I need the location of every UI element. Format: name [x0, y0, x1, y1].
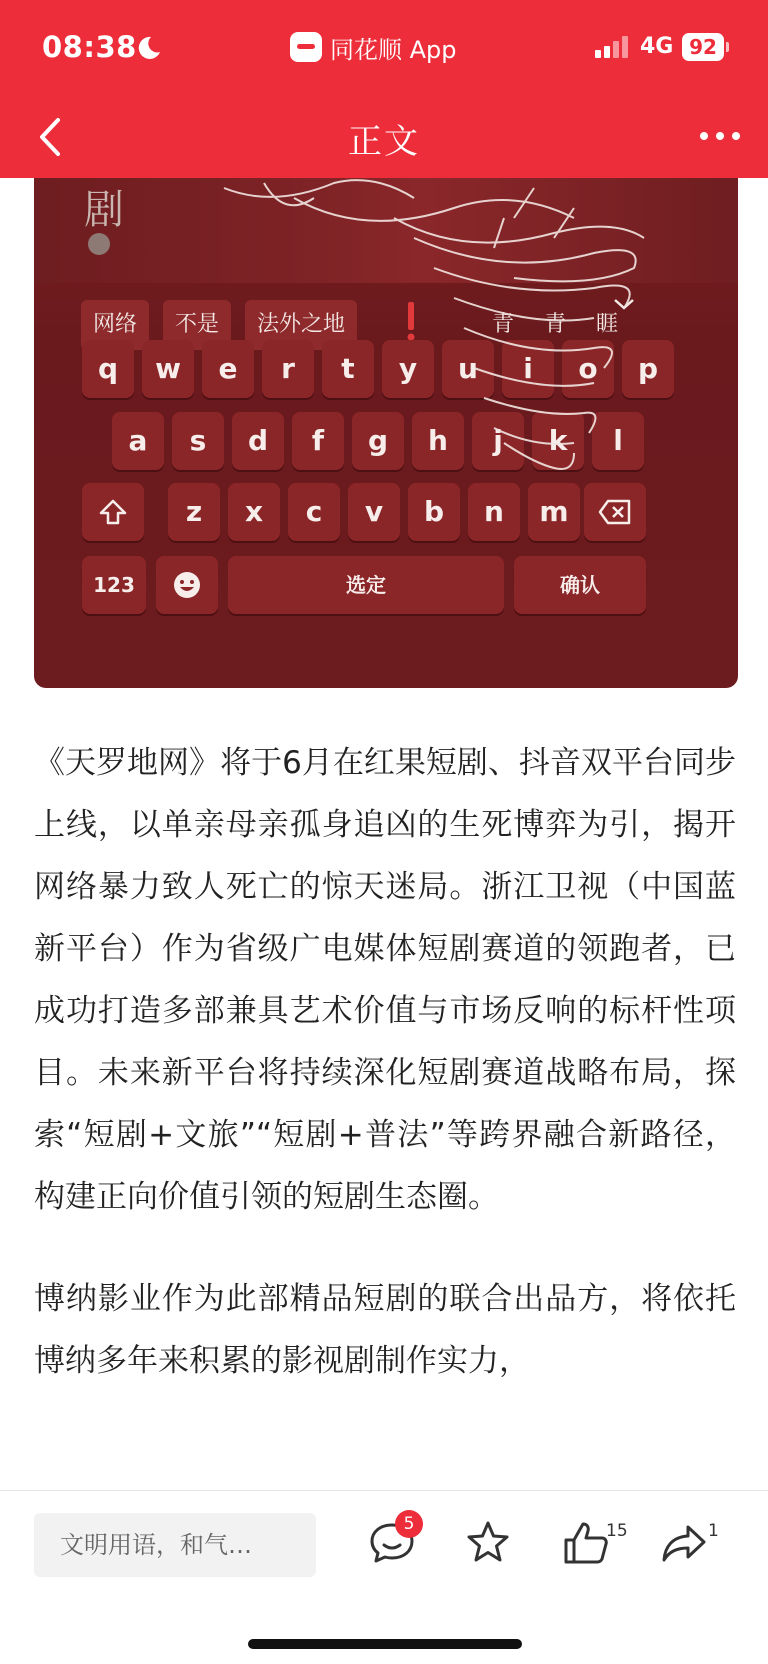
suggestion-4: 青: [492, 312, 515, 337]
key-y: y: [382, 340, 434, 398]
shift-icon: [98, 498, 128, 526]
key-b: b: [408, 483, 460, 541]
suggestion-2: 不是: [163, 300, 231, 350]
suggestion-5: 青: [544, 312, 567, 337]
more-icon[interactable]: [696, 124, 744, 148]
app-name: 同花顺 App: [330, 35, 457, 64]
key-w: w: [142, 340, 194, 398]
key-g: g: [352, 412, 404, 470]
key-l: l: [592, 412, 644, 470]
key-select: 选定: [228, 556, 504, 614]
key-n: n: [468, 483, 520, 541]
key-a: a: [112, 412, 164, 470]
nav-bar: [0, 96, 768, 178]
page-title: 正文: [348, 122, 420, 162]
header: [0, 0, 768, 178]
comment-input[interactable]: 文明用语，和气…: [34, 1513, 316, 1577]
key-e: e: [202, 340, 254, 398]
key-p: p: [622, 340, 674, 398]
signal-icon: [595, 36, 631, 60]
image-dot: [88, 233, 110, 255]
key-i: i: [502, 340, 554, 398]
key-confirm: 确认: [514, 556, 646, 614]
emoji-key: [156, 556, 218, 614]
app-icon: [290, 32, 322, 62]
network-type: 4G: [640, 34, 674, 59]
suggestion-6: 睚: [596, 312, 619, 337]
home-indicator: [248, 1639, 522, 1649]
article-paragraph: 《天罗地网》将于6月在红果短剧、抖音双平台同步上线，以单亲母亲孤身追凶的生死博弈为引，揭开网络暴力致人死亡的惊天迷局。浙江卫视（中国蓝新平台）作为省级广电媒体短剧赛道的领跑者，已成功打造多部兼具艺术价值与市场反响的标杆性项目。未来新平台将持续深化短剧赛道战略布局，探索“短剧+文旅”“短剧+普法”等跨界融合新路径，构建正向价值引领的短剧生态圈。: [34, 745, 737, 1215]
key-z: z: [168, 483, 220, 541]
exclamation-mark: [406, 302, 416, 342]
key-123: 123: [82, 556, 146, 614]
key-s: s: [172, 412, 224, 470]
app-switch-label[interactable]: [290, 30, 457, 64]
key-d: d: [232, 412, 284, 470]
backspace-key: [584, 483, 646, 541]
key-c: c: [288, 483, 340, 541]
backspace-icon: [598, 499, 632, 525]
status-bar: [0, 0, 768, 96]
article-paragraph: 博纳影业作为此部精品短剧的联合出品方，将依托博纳多年来积累的影视剧制作实力，: [34, 1281, 736, 1379]
suggestion-1: 网络: [81, 300, 149, 350]
key-v: v: [348, 483, 400, 541]
image-corner-char: 剧: [84, 187, 124, 233]
article-body: [34, 732, 736, 1432]
chevron-down-icon: [612, 294, 636, 314]
bottom-action-bar: [0, 1490, 768, 1664]
key-t: t: [322, 340, 374, 398]
battery-indicator: 92: [682, 33, 724, 61]
key-j: j: [472, 412, 524, 470]
key-f: f: [292, 412, 344, 470]
moon-icon: [134, 34, 162, 62]
share-icon[interactable]: [656, 1515, 712, 1571]
key-r: r: [262, 340, 314, 398]
key-h: h: [412, 412, 464, 470]
suggestion-3: 法外之地: [245, 300, 357, 350]
like-count: 15: [606, 1521, 628, 1541]
star-icon[interactable]: [460, 1515, 516, 1571]
key-u: u: [442, 340, 494, 398]
shift-key: [82, 483, 144, 541]
status-time: 08:38: [42, 30, 137, 64]
image-top-band: [34, 178, 738, 283]
emoji-icon: [172, 570, 202, 600]
key-q: q: [82, 340, 134, 398]
article-image[interactable]: [34, 178, 738, 688]
key-m: m: [528, 483, 580, 541]
key-x: x: [228, 483, 280, 541]
share-count: 1: [708, 1521, 719, 1541]
key-o: o: [562, 340, 614, 398]
key-k: k: [532, 412, 584, 470]
comment-count-badge: 5: [395, 1510, 423, 1538]
